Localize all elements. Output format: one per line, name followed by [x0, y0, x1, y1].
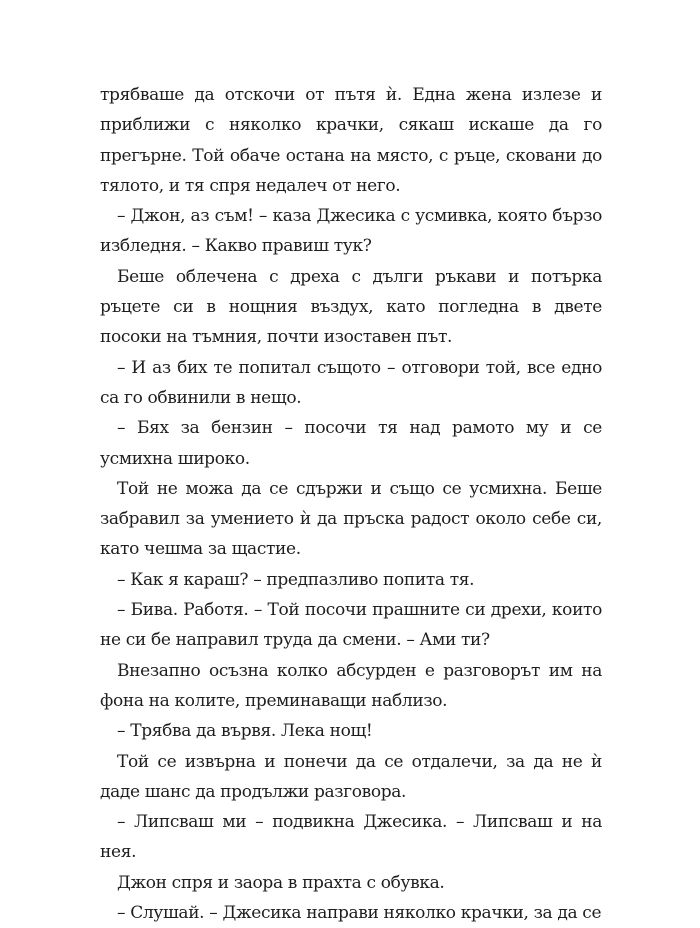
paragraph-1: трябваше да отскочи от пътя ѝ. Една жена излезе и приближи с няколко крачки, сякаш искаше да го прегърне. Той обаче остана на място, с ръце, сковани до тялото, и тя спря недалеч от него. — [100, 85, 602, 196]
paragraph-4: – И аз бих те попитал същото – отговори той, все едно са го обвинили в нещо. — [100, 357, 602, 408]
paragraph-2: – Джон, аз съм! – каза Джесика с усмивка, която бързо избледня. – Какво правиш тук? — [100, 206, 602, 257]
paragraph-14: – Слушай. – Джесика направи няколко крачки, за да се — [117, 903, 602, 924]
paragraph-9: Внезапно осъзна колко абсурден е разговорът им на фона на колите, преминаващи наблизо. — [100, 660, 602, 711]
paragraph-13: Джон спря и заора в прахта с обувка. — [117, 872, 445, 893]
book-page-text — [100, 80, 602, 928]
paragraph-10: – Трябва да вървя. Лека нощ! — [117, 721, 373, 742]
paragraph-3: Беше облечена с дреха с дълги ръкави и потърка ръцете си в нощния въздух, като погледна в двете посоки на тъмния, почти изоставен път. — [100, 266, 602, 348]
paragraph-5: – Бях за бензин – посочи тя над рамото му и се усмихна широко. — [100, 418, 602, 469]
paragraph-8: – Бива. Работя. – Той посочи прашните си дрехи, които не си бе направил труда да смени. – Ами ти? — [100, 600, 602, 651]
paragraph-11: Той се извърна и понечи да се отдалечи, за да не ѝ даде шанс да продължи разговора. — [100, 751, 602, 802]
paragraph-6: Той не можа да се сдържи и също се усмихна. Беше забравил за умението ѝ да пръска радост около себе си, като чешма за щастие. — [100, 478, 602, 560]
paragraph-12: – Липсваш ми – подвикна Джесика. – Липсваш и на нея. — [100, 812, 602, 863]
paragraph-7: – Как я караш? – предпазливо попита тя. — [117, 569, 475, 590]
